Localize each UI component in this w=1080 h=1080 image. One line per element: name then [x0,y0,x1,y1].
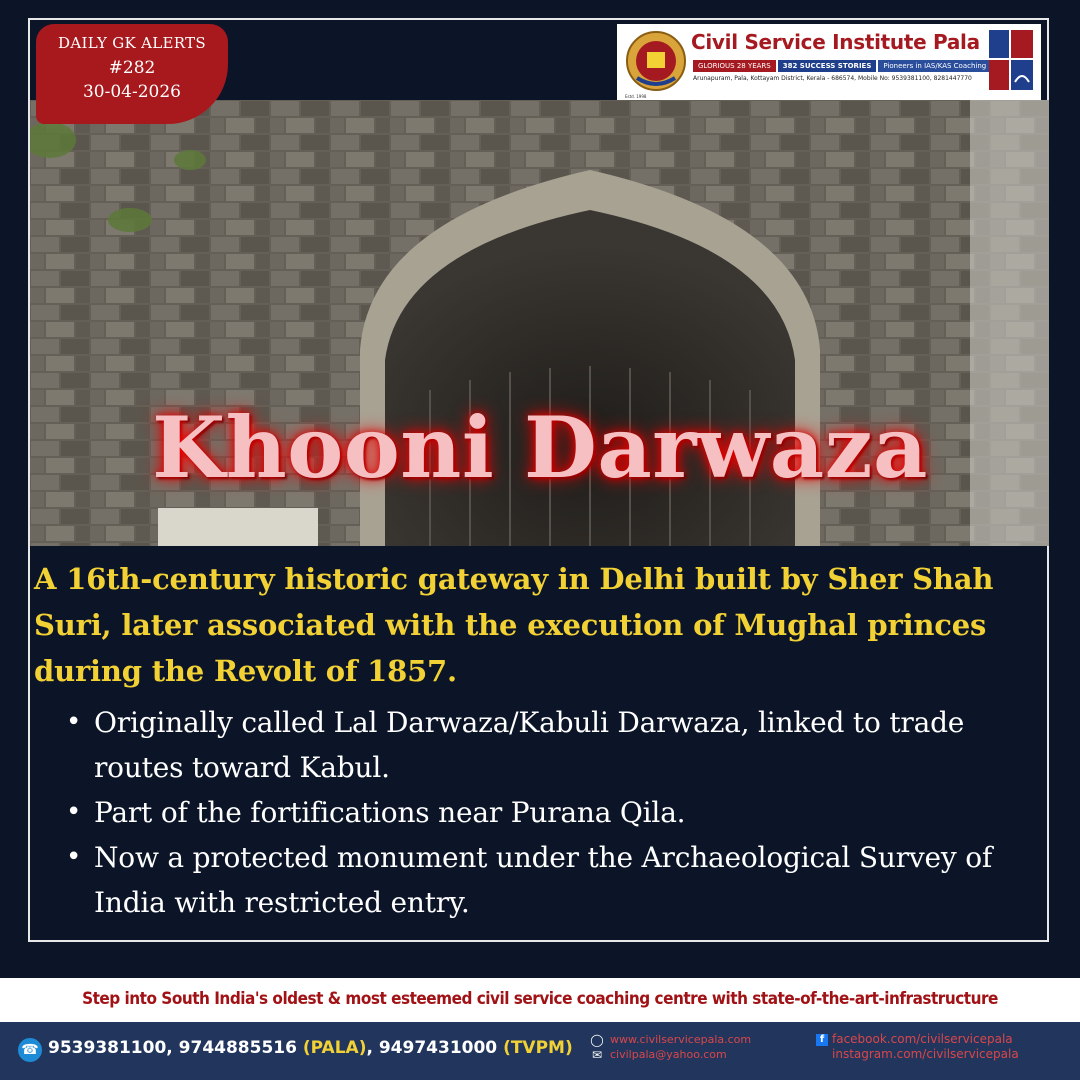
mail-icon: ✉ [591,1047,603,1062]
footer-tagline-band [0,978,1080,1022]
institute-name: Civil Service Institute Pala [691,30,980,54]
brand-squares-icon [989,30,1033,90]
badge-number: #282 [108,58,156,78]
list-item: • Now a protected monument under the Archaeological Survey of India with restricted entry. [66,835,1026,925]
tag-success: 382 SUCCESS STORIES [778,60,877,72]
institute-seal-icon [625,30,687,92]
page-title: Khooni Darwaza [152,398,928,497]
institute-tags [693,60,991,72]
email-link[interactable]: civilpala@yahoo.com [610,1048,727,1061]
facebook-link[interactable]: facebook.com/civilservicepala [832,1032,1013,1046]
phones-tvpm-number: , 9497431000 [366,1038,504,1058]
facebook-icon: f [816,1034,828,1046]
list-item: • Originally called Lal Darwaza/Kabuli Darwaza, linked to trade routes toward Kabul. [66,700,1026,790]
globe-icon: ◯ [590,1032,604,1047]
web-contacts [590,1032,751,1062]
seal-caption: Estd. 1998 [625,94,647,99]
fact-list [66,700,1026,925]
daily-gk-badge [36,24,228,124]
tag-pioneers: Pioneers in IAS/KAS Coaching [878,60,991,72]
footer-tagline: Step into South India's oldest & most esteemed civil service coaching centre with state-of-the-art-infrastructure [82,989,998,1009]
list-item: • Part of the fortifications near Purana Qila. [66,790,1026,835]
phone-icon: ☎ [18,1038,42,1062]
phone-numbers[interactable] [48,1038,573,1058]
tag-years: GLORIOUS 28 YEARS [693,60,776,72]
website-link[interactable]: www.civilservicepala.com [610,1033,752,1046]
lead-paragraph: A 16th-century historic gateway in Delhi built by Sher Shah Suri, later associated with the execution of Mughal princes during the Revolt of 1857. [34,562,994,688]
institute-logo-block [617,24,1041,100]
badge-date: 30-04-2026 [82,82,181,102]
social-contacts [816,1032,1019,1062]
phones-tvpm-label: (TVPM) [503,1038,573,1058]
contact-bar [0,1022,1080,1080]
phones-main: 9539381100, 9744885516 [48,1038,303,1058]
institute-address: Arunapuram, Pala, Kottayam District, Kerala - 686574, Mobile No: 9539381100, 8281447770 [693,75,972,82]
badge-series: DAILY GK ALERTS [58,34,206,52]
instagram-link[interactable]: instagram.com/civilservicepala [832,1047,1019,1061]
phones-pala-label: (PALA) [302,1038,367,1058]
